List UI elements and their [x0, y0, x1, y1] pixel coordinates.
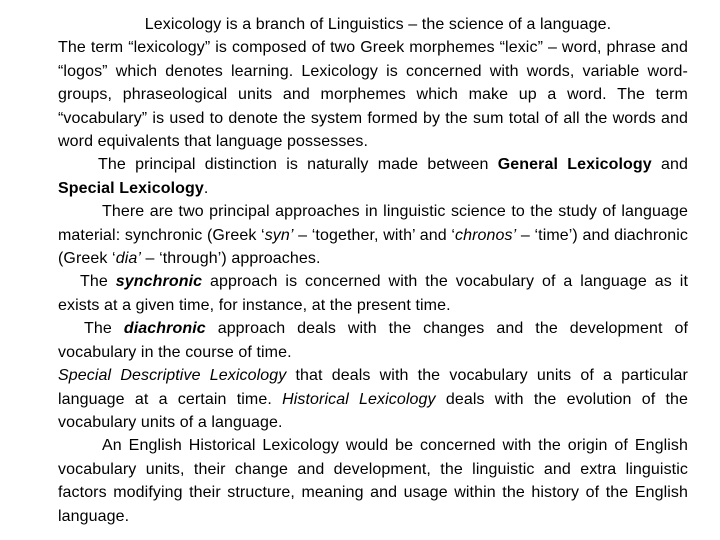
paragraph-diachronic: [58, 317, 688, 364]
term-dia: dia’: [115, 250, 142, 268]
text-segment: .: [203, 179, 209, 197]
paragraph-distinction: [58, 153, 688, 200]
text-segment: that deals with the vocabulary units of a particular language at a certain time.: [58, 367, 688, 408]
document-body: [58, 13, 688, 528]
paragraph-approaches: [58, 200, 688, 270]
term-historical-lexicology: Historical Lexicology: [282, 390, 436, 408]
term-general-lexicology: General Lexicology: [497, 156, 652, 174]
text-segment: – ‘together, with’ and ‘: [293, 226, 455, 244]
paragraph-english-historical: An English Historical Lexicology would be concerned with the origin of English vocabulary units, their change and development, the linguistic and extra linguistic factors modifying their structure, meaning and usage within the history of the English language.: [58, 437, 688, 525]
intro-heading: Lexicology is a branch of Linguistics – the science of a language.: [144, 16, 612, 33]
paragraph-descriptive-historical: [58, 364, 688, 434]
term-special-descriptive-lexicology: Special Descriptive Lexicology: [58, 367, 287, 385]
text-segment: – ‘through’) approaches.: [141, 250, 321, 268]
text-segment: The: [80, 273, 116, 291]
text-segment: – ‘time’) and diachronic (Greek ‘: [58, 226, 688, 268]
term-syn: syn’: [264, 226, 294, 244]
term-chronos: chronos’: [455, 226, 517, 244]
text-segment: The principal distinction is naturally made between: [98, 156, 498, 174]
paragraph-synchronic: [58, 270, 688, 317]
text-segment: deals with the evolution of the vocabulary units of a language.: [58, 390, 689, 431]
text-segment: approach is concerned with the vocabulary of a language as it exists at a given time, for instance, at the present time.: [58, 273, 688, 314]
paragraph-term-definition: The term “lexicology” is composed of two Greek morphemes “lexic” – word, phrase and “logos” which denotes learning. Lexicology is concerned with words, variable word-groups, phraseological units and morphemes which make up a word. The term “vocabulary” is used to denote the system formed by the sum total of all the words and word equivalents that language possesses.: [58, 39, 688, 151]
text-segment: approach deals with the changes and the development of vocabulary in the course of time.: [58, 320, 688, 361]
text-segment: There are two principal approaches in linguistic science to the study of language material: synchronic (Greek ‘: [58, 203, 688, 244]
term-diachronic: diachronic: [123, 320, 206, 338]
text-segment: The: [84, 320, 124, 338]
term-special-lexicology: Special Lexicology: [58, 179, 204, 197]
text-segment: and: [651, 156, 688, 174]
term-synchronic: synchronic: [115, 273, 203, 291]
